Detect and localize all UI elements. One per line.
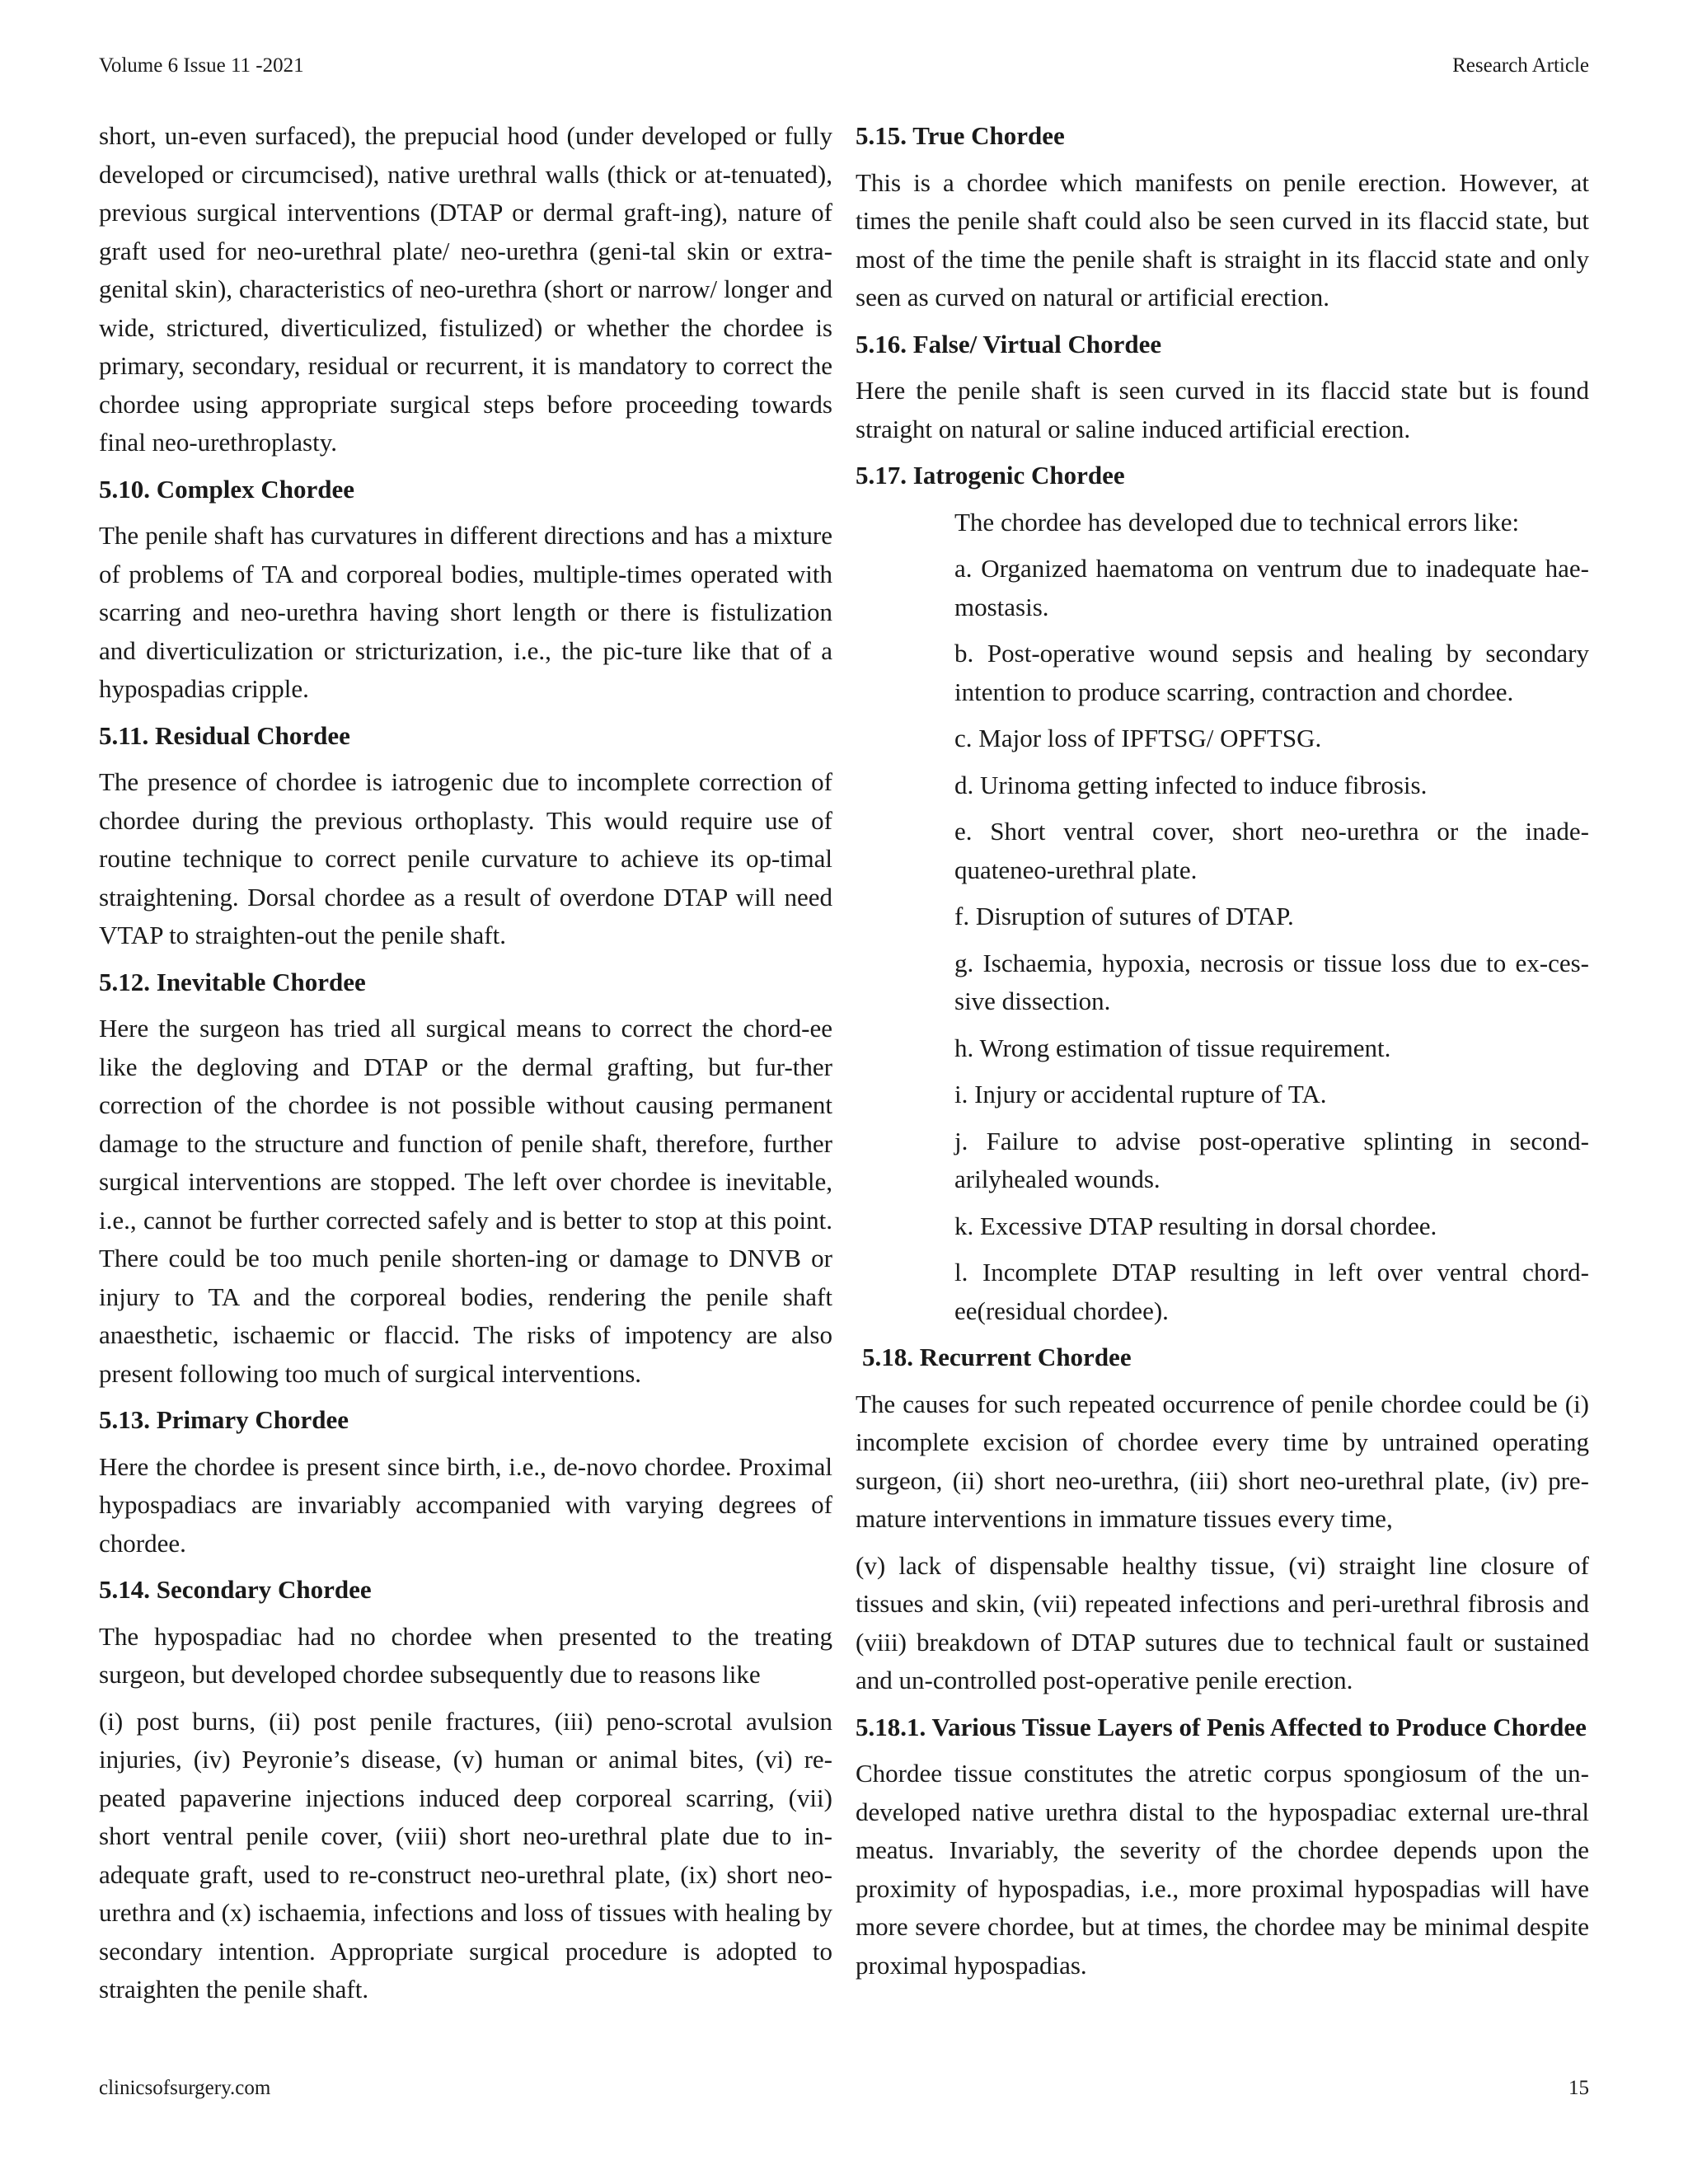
section-5-18-text-b: (v) lack of dispensable healthy tissue, (vi) straight line closure of tissues and skin, (vii) repeated infections and peri-urethral fibrosis and (viii) breakdown of DTAP sutures due to technical fault or sustained and un-controlled post-operative penile erection. bbox=[856, 1550, 1589, 1694]
section-5-10-heading: 5.10. Complex Chordee bbox=[99, 474, 354, 504]
section-5-12-text: Here the surgeon has tried all surgical means to correct the chord-ee like the degloving and DTAP or the dermal grafting, but fur-ther correction of the chordee is not possible without causing permanent damage to the structure and function of penile shaft, therefore, further surgical interventions are stopped. The left over chordee is inevitable, i.e., cannot be further corrected safely and is better to stop at this point. There could be too much penile shorten-ing or damage to DNVB or injury to TA and the corporeal bodies, rendering the penile shaft anaesthetic, ischaemic or flaccid. The risks of impotency are also present following too much of surgical interventions. bbox=[99, 1014, 832, 1388]
section-5-13-text: Here the chordee is present since birth, i.e., de-novo chordee. Proximal hypospadiacs are invariably accompanied with varying degrees of chordee. bbox=[99, 1451, 832, 1558]
list-item: a. Organized haematoma on ventrum due to inadequate hae-mostasis. bbox=[954, 554, 1589, 621]
list-item: e. Short ventral cover, short neo-urethra or the inade-quateneo-urethral plate. bbox=[954, 817, 1589, 884]
journal-volume: Volume 6 Issue 11 -2021 bbox=[99, 54, 304, 77]
left-column bbox=[99, 117, 832, 2018]
section-5-11-heading: 5.11. Residual Chordee bbox=[99, 720, 350, 750]
section-5-17-heading: 5.17. Iatrogenic Chordee bbox=[856, 461, 1125, 490]
list-item: f. Disruption of sutures of DTAP. bbox=[954, 902, 1294, 930]
section-5-15-heading: 5.15. True Chordee bbox=[856, 121, 1065, 150]
running-footer bbox=[99, 2077, 1589, 2100]
section-5-12-heading: 5.12. Inevitable Chordee bbox=[99, 967, 366, 996]
page-number: 15 bbox=[1568, 2077, 1589, 2099]
section-5-14-text-a: The hypospadiac had no chordee when presented to the treating surgeon, but developed chordee subsequently due to reasons like bbox=[99, 1621, 832, 1689]
section-5-17-intro: The chordee has developed due to technical errors like: bbox=[954, 507, 1520, 537]
section-5-18-text-a: The causes for such repeated occurrence of penile chordee could be (i) incomplete excision of chordee every time by untrained operating surgeon, (ii) short neo-urethra, (iii) short neo-urethral plate, (iv) pre-mature interventions in immature tissues every time, bbox=[856, 1389, 1589, 1533]
right-column bbox=[856, 117, 1589, 1993]
list-item: l. Incomplete DTAP resulting in left over ventral chord-ee(residual chordee). bbox=[954, 1258, 1589, 1325]
section-5-18-1-heading: 5.18.1. Various Tissue Layers of Penis Affected to Produce Chordee bbox=[856, 1712, 1587, 1741]
list-item: c. Major loss of IPFTSG/ OPFTSG. bbox=[954, 724, 1322, 752]
list-item: d. Urinoma getting infected to induce fibrosis. bbox=[954, 770, 1428, 799]
list-item: k. Excessive DTAP resulting in dorsal chordee. bbox=[954, 1211, 1437, 1240]
running-header bbox=[99, 54, 1589, 77]
list-item: i. Injury or accidental rupture of TA. bbox=[954, 1080, 1327, 1108]
section-5-16-text: Here the penile shaft is seen curved in its flaccid state but is found straight on natural or saline induced artificial erection. bbox=[856, 376, 1589, 443]
section-5-18-heading: 5.18. Recurrent Chordee bbox=[862, 1343, 1132, 1371]
list-item: h. Wrong estimation of tissue requirement. bbox=[954, 1033, 1391, 1062]
section-5-14-text-b: (i) post burns, (ii) post penile fractures, (iii) peno-scrotal avulsion injuries, (iv) Peyronie’s disease, (v) human or animal bites, (vi) re-peated papaverine injections induced deep corporeal scarring, (vii) short ventral penile cover, (viii) short neo-urethral plate due to in-adequate graft, used to re-construct neo-urethral plate, (ix) short neo-urethra and (x) ischaemia, infections and loss of tissues with healing by secondary intention. Appropriate surgical procedure is adopted to straighten the penile shaft. bbox=[99, 1706, 832, 2004]
list-item: g. Ischaemia, hypoxia, necrosis or tissue loss due to ex-ces-sive dissection. bbox=[954, 948, 1589, 1015]
journal-website: clinicsofsurgery.com bbox=[99, 2077, 271, 2099]
section-5-13-heading: 5.13. Primary Chordee bbox=[99, 1405, 349, 1434]
section-5-15-text: This is a chordee which manifests on penile erection. However, at times the penile shaft could also be seen curved in its flaccid state, but most of the time the penile shaft is straight in its flaccid state and only seen as curved on natural or artificial erection. bbox=[856, 167, 1589, 312]
list-item: j. Failure to advise post-operative splinting in second-arilyhealed wounds. bbox=[954, 1126, 1589, 1193]
intro-paragraph: short, un-even surfaced), the prepucial hood (under developed or fully developed or circumcised), native urethral walls (thick or at-tenuated), previous surgical interventions (DTAP or dermal graft-ing), nature of graft used for neo-urethral plate/ neo-urethra (geni-tal skin or extra-genital skin), characteristics of neo-urethra (short or narrow/ longer and wide, strictured, diverticulized, fistulized) or whether the chordee is primary, secondary, residual or recurrent, it is mandatory to correct the chordee using appropriate surgical steps before proceeding towards final neo-urethroplasty. bbox=[99, 121, 832, 457]
section-5-16-heading: 5.16. False/ Virtual Chordee bbox=[856, 329, 1162, 359]
article-type: Research Article bbox=[1452, 54, 1589, 77]
section-5-18-1-text: Chordee tissue constitutes the atretic corpus spongiosum of the un-developed native urethra distal to the hypospadiac external ure-thral meatus. Invariably, the severity of the chordee depends upon the proximity of hypospadias, i.e., more proximal hypospadias will have more severe chordee, but at times, the chordee may be minimal despite proximal hypospadias. bbox=[856, 1759, 1589, 1980]
list-item: b. Post-operative wound sepsis and healing by secondary intention to produce scarring, contraction and chordee. bbox=[954, 639, 1589, 706]
section-5-14-heading: 5.14. Secondary Chordee bbox=[99, 1575, 372, 1604]
section-5-10-text: The penile shaft has curvatures in different directions and has a mixture of problems of TA and corporeal bodies, multiple-times operated with scarring and neo-urethra having short length or there is fistulization and diverticulization or stricturization, i.e., the pic-ture like that of a hypospadias cripple. bbox=[99, 521, 832, 703]
section-5-11-text: The presence of chordee is iatrogenic due to incomplete correction of chordee during the previous orthoplasty. This would require use of routine technique to correct penile curvature to achieve its op-timal straightening. Dorsal chordee as a result of overdone DTAP will need VTAP to straighten-out the penile shaft. bbox=[99, 767, 832, 949]
